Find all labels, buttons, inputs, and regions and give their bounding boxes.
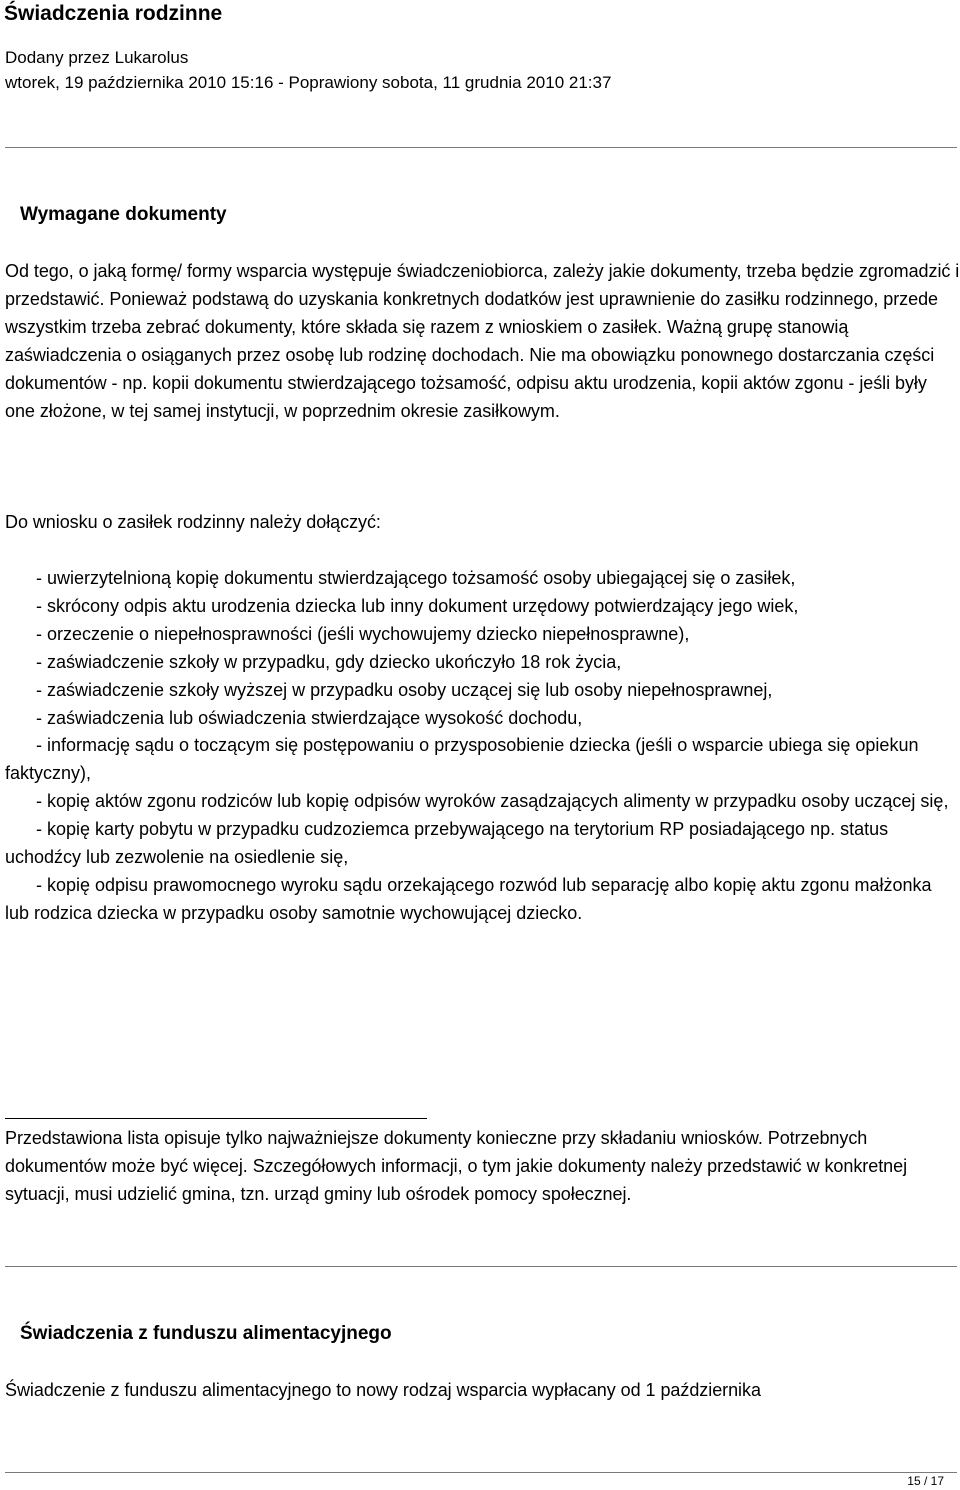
section-heading-required-documents: Wymagane dokumenty (20, 204, 227, 225)
list-intro-paragraph: Do wniosku o zasiłek rodzinny należy dołączyć: (5, 512, 381, 532)
footer-divider (5, 1472, 957, 1473)
required-documents-list (5, 565, 960, 928)
list-item: - skrócony odpis aktu urodzenia dziecka lub inny dokument urzędowy potwierdzający jego wiek, (36, 595, 799, 616)
list-item: - zaświadczenie szkoły wyższej w przypadku osoby uczącej się lub osoby niepełnosprawnej, (36, 679, 773, 700)
page-title: Świadczenia rodzinne (4, 2, 223, 25)
footnote-divider (5, 1118, 427, 1119)
list-item: - informację sądu o toczącym się postępowaniu o przysposobienie dziecka (jeśli o wsparcie ubiega się opiekun faktyczny), (5, 735, 919, 784)
page-number: 15 / 17 (907, 1474, 944, 1488)
footnote-paragraph: Przedstawiona lista opisuje tylko najważniejsze dokumenty konieczne przy składaniu wniosków. Potrzebnych dokumentów może być więcej. Szczegółowych informacji, o tym jakie dokumenty należy przedstawić w konkretnej sytuacji, musi udzielić gmina, tzn. urząd gminy lub ośrodek pomocy społecznej. (5, 1128, 908, 1204)
list-item: - orzeczenie o niepełnosprawności (jeśli wychowujemy dziecko niepełnosprawne), (36, 623, 690, 644)
date-line: wtorek, 19 października 2010 15:16 - Poprawiony sobota, 11 grudnia 2010 21:37 (5, 73, 612, 92)
list-item: - kopię odpisu prawomocnego wyroku sądu orzekającego rozwód lub separację albo kopię aktu zgonu małżonka lub rodzica dziecka w przypadku osoby samotnie wychowującej dziecko. (5, 874, 932, 923)
alimony-fund-paragraph: Świadczenie z funduszu alimentacyjnego to nowy rodzaj wsparcia wypłacany od 1 października (5, 1380, 761, 1400)
list-item: - zaświadczenia lub oświadczenia stwierdzające wysokość dochodu, (36, 707, 583, 728)
intro-paragraph: Od tego, o jaką formę/ formy wsparcia występuje świadczeniobiorca, zależy jakie dokumenty, trzeba będzie zgromadzić i przedstawić. Ponieważ podstawą do uzyskania konkretnych dodatków jest uprawnienie do zasiłku rodzinnego, przede wszystkim trzeba zebrać dokumenty, które składa się razem z wnioskiem o zasiłek. Ważną grupę stanowią zaświadczenia o osiąganych przez osobę lub rodzinę dochodach. Nie ma obowiązku ponownego dostarczania części dokumentów - np. kopii dokumentu stwierdzającego tożsamość, odpisu aktu urodzenia, kopii aktów zgonu - jeśli były one złożone, w tej samej instytucji, w poprzednim okresie zasiłkowym. (5, 261, 960, 421)
section-divider (5, 1266, 957, 1267)
list-item: - zaświadczenie szkoły w przypadku, gdy dziecko ukończyło 18 rok życia, (36, 651, 622, 672)
list-item: - kopię aktów zgonu rodziców lub kopię odpisów wyroków zasądzających alimenty w przypadku osoby uczącej się, (36, 791, 949, 812)
list-item: - uwierzytelnioną kopię dokumentu stwierdzającego tożsamość osoby ubiegającej się o zasiłek, (36, 568, 796, 588)
section-heading-alimony-fund: Świadczenia z funduszu alimentacyjnego (20, 1323, 392, 1344)
author-line: Dodany przez Lukarolus (5, 48, 189, 67)
list-item: - kopię karty pobytu w przypadku cudzoziemca przebywającego na terytorium RP posiadającego np. status uchodźcy lub zezwolenie na osiedlenie się, (5, 819, 889, 868)
header-divider (5, 147, 957, 148)
